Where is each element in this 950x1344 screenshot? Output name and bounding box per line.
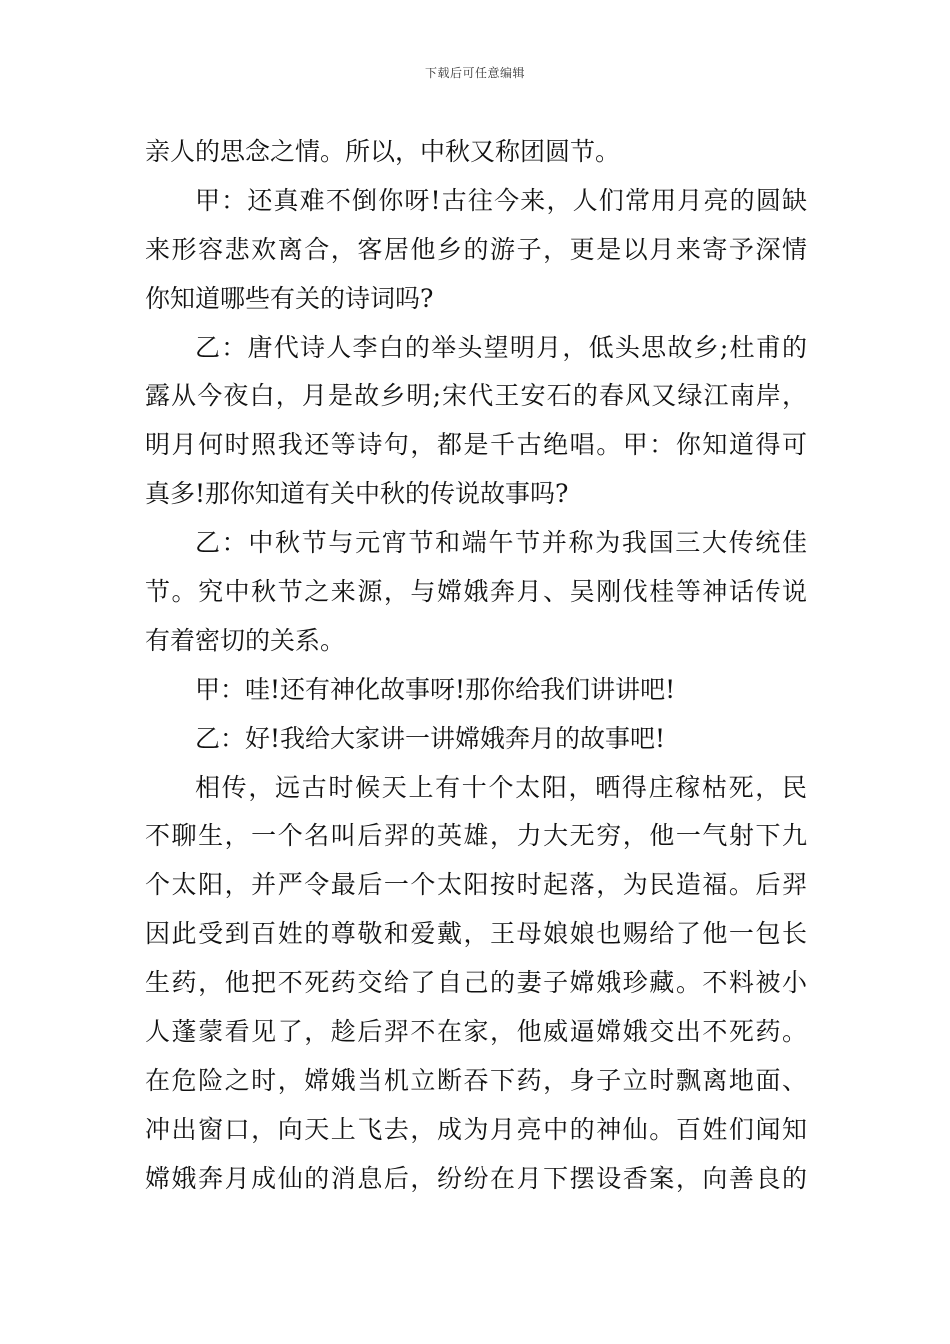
- text-line: 甲：哇!还有神化故事呀!那你给我们讲讲吧!: [195, 674, 676, 704]
- text-line: 相传，远古时候天上有十个太阳，晒得庄稼枯死，民: [195, 772, 807, 802]
- text-line: 来形容悲欢离合，客居他乡的游子，更是以月来寄予深情: [145, 234, 807, 264]
- text-line: 你知道哪些有关的诗词吗?: [145, 283, 434, 313]
- text-line: 不聊生，一个名叫后羿的英雄，力大无穷，他一气射下九: [145, 821, 807, 851]
- text-line: 露从今夜白，月是故乡明;宋代王安石的春风又绿江南岸，: [145, 381, 807, 411]
- text-line: 明月何时照我还等诗句，都是千古绝唱。甲：你知道得可: [145, 430, 807, 460]
- text-line: 冲出窗口，向天上飞去，成为月亮中的神仙。百姓们闻知: [145, 1114, 807, 1144]
- header-note: 下载后可任意编辑: [424, 66, 525, 80]
- text-line: 生药，他把不死药交给了自己的妻子嫦娥珍藏。不料被小: [145, 968, 807, 998]
- text-line: 节。究中秋节之来源，与嫦娥奔月、吴刚伐桂等神话传说: [145, 577, 807, 607]
- text-line: 人蓬蒙看见了，趁后羿不在家，他威逼嫦娥交出不死药。: [145, 1017, 807, 1047]
- text-line: 在危险之时，嫦娥当机立断吞下药，身子立时飘离地面、: [145, 1065, 807, 1095]
- text-line: 亲人的思念之情。所以，中秋又称团圆节。: [145, 137, 621, 166]
- text-line: 因此受到百姓的尊敬和爱戴，王母娘娘也赐给了他一包长: [145, 919, 807, 949]
- text-line: 个太阳，并严令最后一个太阳按时起落，为民造福。后羿: [145, 870, 807, 900]
- text-line: 甲：还真难不倒你呀!古往今来，人们常用月亮的圆缺: [195, 185, 807, 215]
- text-line: 真多!那你知道有关中秋的传说故事吗?: [145, 479, 569, 509]
- text-line: 乙：中秋节与元宵节和端午节并称为我国三大传统佳: [195, 528, 807, 558]
- text-line: 嫦娥奔月成仙的消息后，纷纷在月下摆设香案，向善良的: [145, 1163, 807, 1193]
- document-body: [145, 128, 807, 1204]
- text-line: 乙：好!我给大家讲一讲嫦娥奔月的故事吧!: [195, 723, 666, 753]
- text-line: 乙：唐代诗人李白的举头望明月，低头思故乡;杜甫的: [195, 332, 807, 362]
- text-line: 有着密切的关系。: [145, 625, 346, 655]
